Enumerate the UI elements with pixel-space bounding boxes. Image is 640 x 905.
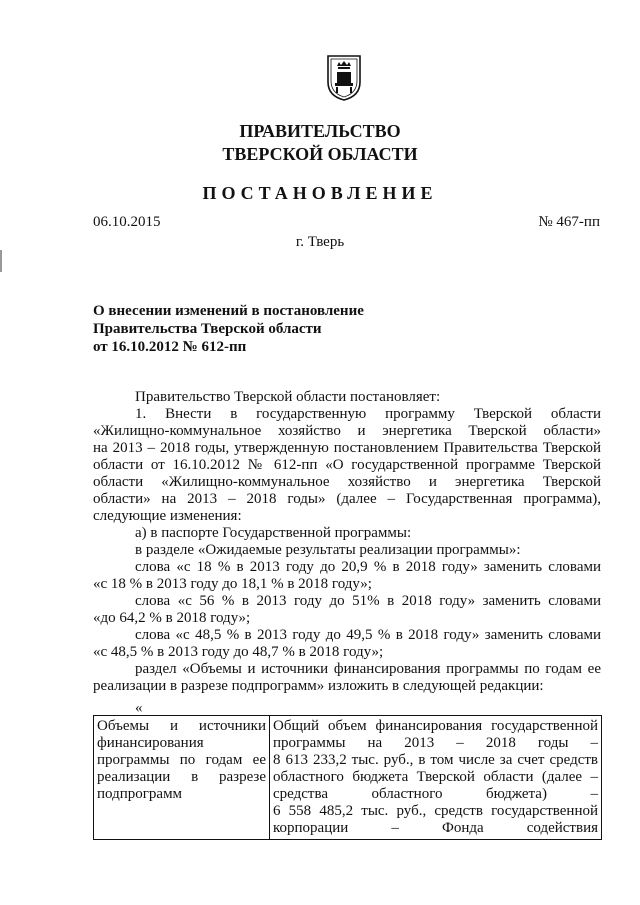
cell-line: средства областного бюджета) – (273, 786, 598, 802)
body-line: «до 64,2 % в 2018 году»; (93, 610, 251, 626)
body-line: области от 16.10.2012 № 612-пп «О государственной программе Тверской (93, 457, 601, 473)
document-date: 06.10.2015 (93, 214, 161, 230)
subject-line: О внесении изменений в постановление (93, 303, 364, 319)
cell-line: Объемы и источники (97, 718, 266, 734)
org-name-line1: ПРАВИТЕЛЬСТВО (239, 121, 401, 141)
body-line: «Жилищно-коммунальное хозяйство и энергетика Тверской области» (93, 423, 601, 439)
table-row (94, 716, 602, 840)
cell-line: программы по годам ее (97, 752, 266, 768)
tver-coat-of-arms-icon (326, 54, 362, 102)
cell-line: 8 613 233,2 тыс. руб., в том числе за счет средств (273, 752, 598, 768)
subject-line: Правительства Тверской области (93, 321, 322, 337)
cell-line: 6 558 485,2 тыс. руб., средств государственной (273, 803, 598, 819)
body-line: следующие изменения: (93, 508, 242, 524)
quote-open-mark: « (135, 700, 143, 716)
cell-line: реализации в разрезе (97, 769, 266, 785)
body-line: а) в паспорте Государственной программы: (135, 525, 412, 541)
document-city: г. Тверь (295, 234, 345, 250)
document-number: № 467-пп (538, 214, 600, 230)
body-line: слова «с 18 % в 2013 году до 20,9 % в 2018 году» заменить словами (135, 559, 601, 575)
document-type: ПОСТАНОВЛЕНИЕ (202, 183, 438, 203)
body-line: на 2013 – 2018 годы, утвержденную постановлением Правительства Тверской (93, 440, 601, 456)
body-line: Правительство Тверской области постановляет: (135, 389, 441, 405)
table-cell-label (94, 716, 270, 840)
body-line: области «Жилищно-коммунальное хозяйство и энергетика Тверской (93, 474, 601, 490)
document-subject (93, 302, 364, 356)
body-line: «с 18 % в 2013 году до 18,1 % в 2018 году»; (93, 576, 372, 592)
cell-line: Общий объем финансирования государственной (273, 718, 598, 734)
org-name-line2: ТВЕРСКОЙ ОБЛАСТИ (222, 144, 418, 164)
cell-line: областного бюджета Тверской области (далее – (273, 769, 598, 785)
body-line: в разделе «Ожидаемые результаты реализации программы»: (135, 542, 521, 558)
body-line: слова «с 48,5 % в 2013 году до 49,5 % в 2018 году» заменить словами (135, 627, 601, 643)
passport-table (93, 715, 602, 840)
body-line: слова «с 56 % в 2013 году до 51% в 2018 году» заменить словами (135, 593, 601, 609)
cell-line: подпрограмм (97, 786, 183, 802)
table-cell-value (270, 716, 602, 840)
body-line: 1. Внести в государственную программу Тверской области (135, 406, 601, 422)
subject-line: от 16.10.2012 № 612-пп (93, 339, 247, 355)
scan-edge-mark (0, 250, 2, 272)
cell-line: корпорации – Фонда содействия (273, 820, 598, 836)
body-line: раздел «Объемы и источники финансирования программы по годам ее (135, 661, 601, 677)
body-line: реализации в разрезе подпрограмм» изложить в следующей редакции: (93, 678, 544, 694)
body-line: «с 48,5 % в 2013 году до 48,7 % в 2018 году»; (93, 644, 384, 660)
cell-line: финансирования (97, 735, 204, 751)
cell-line: программы на 2013 – 2018 годы – (273, 735, 598, 751)
body-line: области» на 2013 – 2018 годы» (далее – Государственная программа), (93, 491, 601, 507)
